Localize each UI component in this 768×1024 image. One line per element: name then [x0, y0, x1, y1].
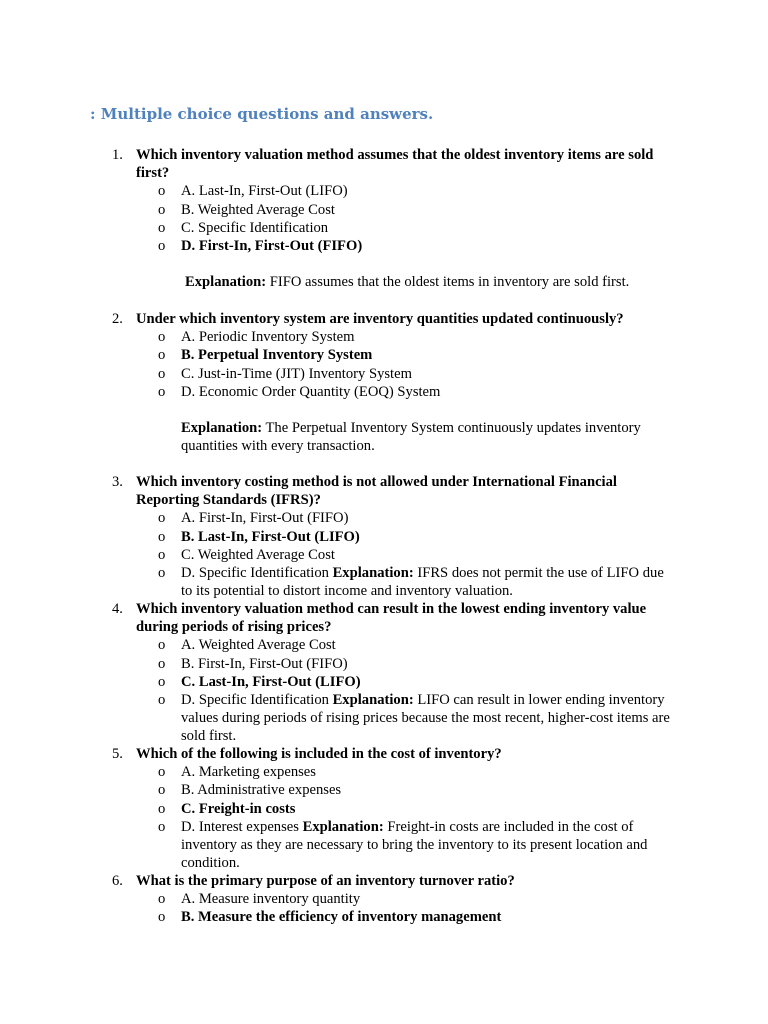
option-b [112, 655, 672, 673]
bullet-icon: o [158, 546, 166, 563]
bullet-icon: o [158, 238, 166, 255]
bullet-icon: o [158, 219, 166, 236]
option-label: B. Measure the efficiency of inventory management [181, 909, 502, 926]
question-5 [112, 745, 672, 872]
option-label: D. First-In, First-Out (FIFO) [181, 238, 363, 255]
option-a [112, 636, 672, 654]
option-a [112, 328, 672, 346]
option-label: D. Economic Order Quantity (EOQ) System [181, 383, 441, 400]
option-c-correct [112, 800, 672, 818]
option-b-correct [112, 908, 672, 926]
option-label: B. Last-In, First-Out (LIFO) [181, 528, 360, 545]
bullet-icon: o [158, 528, 166, 545]
option-list [112, 636, 672, 745]
explanation-label: Explanation: [181, 420, 263, 437]
option-a [112, 509, 672, 527]
option-label: A. Last-In, First-Out (LIFO) [181, 183, 348, 200]
option-list [112, 890, 672, 926]
question-text: Which of the following is included in the cost of inventory? [136, 746, 502, 762]
option-b-correct [112, 346, 672, 364]
question-number: 2. [112, 311, 123, 327]
option-list [112, 763, 672, 872]
page-heading: : Multiple choice questions and answers. [90, 105, 434, 123]
explanation-text: FIFO assumes that the oldest items in inventory are sold first. [269, 274, 630, 291]
option-label: D. Specific Identification [181, 692, 329, 709]
bullet-icon: o [158, 383, 166, 400]
option-label: D. Specific Identification [181, 565, 329, 582]
bullet-icon: o [158, 347, 166, 364]
bullet-icon: o [158, 183, 166, 200]
option-label: B. Perpetual Inventory System [181, 347, 373, 364]
option-label: A. Weighted Average Cost [181, 637, 336, 654]
explanation-text: IFRS does not permit the use of LIFO due to its potential to distort income and inventory valuation. [181, 565, 664, 600]
option-label: D. Interest expenses [181, 818, 299, 835]
question-number: 6. [112, 873, 123, 889]
option-c-correct [112, 673, 672, 691]
option-label: B. Administrative expenses [181, 782, 342, 799]
option-b [112, 201, 672, 219]
question-number: 1. [112, 147, 123, 163]
option-label: B. Weighted Average Cost [181, 201, 335, 218]
option-c [112, 546, 672, 564]
question-text: Which inventory valuation method assumes that the oldest inventory items are sold first? [136, 147, 654, 182]
option-label: A. First-In, First-Out (FIFO) [181, 510, 349, 527]
bullet-icon: o [158, 692, 166, 709]
explanation [181, 419, 672, 455]
question-number: 3. [112, 474, 123, 490]
option-d [112, 564, 672, 600]
bullet-icon: o [158, 637, 166, 654]
bullet-icon: o [158, 909, 166, 926]
question-number: 5. [112, 746, 123, 762]
option-label: C. Specific Identification [181, 219, 329, 236]
option-a [112, 763, 672, 781]
explanation-label: Explanation: [302, 818, 384, 835]
question-6 [112, 872, 672, 927]
option-d-correct [112, 237, 672, 255]
bullet-icon: o [158, 818, 166, 835]
explanation-label: Explanation: [332, 692, 414, 709]
option-label: A. Periodic Inventory System [181, 329, 355, 346]
option-label: A. Marketing expenses [181, 764, 316, 781]
option-list [112, 509, 672, 600]
bullet-icon: o [158, 365, 166, 382]
explanation-label: Explanation: [332, 565, 414, 582]
explanation-label: Explanation: [185, 274, 267, 291]
question-3 [112, 473, 672, 600]
option-label: A. Measure inventory quantity [181, 891, 361, 908]
option-label: C. Weighted Average Cost [181, 546, 335, 563]
bullet-icon: o [158, 510, 166, 527]
question-1 [112, 146, 672, 309]
question-4 [112, 600, 672, 746]
option-label: B. First-In, First-Out (FIFO) [181, 655, 348, 672]
option-d [112, 818, 672, 873]
bullet-icon: o [158, 673, 166, 690]
option-list [112, 182, 672, 255]
explanation-text: The Perpetual Inventory System continuously updates inventory quantities with every transaction. [181, 420, 641, 455]
question-2 [112, 310, 672, 473]
bullet-icon: o [158, 655, 166, 672]
question-text: Which inventory valuation method can result in the lowest ending inventory value during periods of rising prices? [136, 601, 647, 636]
explanation-text: Freight-in costs are included in the cost of inventory as they are necessary to bring the inventory to its present location and condition. [181, 818, 648, 872]
bullet-icon: o [158, 782, 166, 799]
explanation [185, 273, 672, 291]
option-a [112, 182, 672, 200]
option-label: C. Last-In, First-Out (LIFO) [181, 673, 361, 690]
question-text: Under which inventory system are inventory quantities updated continuously? [136, 311, 624, 327]
bullet-icon: o [158, 764, 166, 781]
question-text: What is the primary purpose of an inventory turnover ratio? [136, 873, 515, 889]
option-b [112, 781, 672, 799]
option-label: C. Just-in-Time (JIT) Inventory System [181, 365, 412, 382]
option-c [112, 365, 672, 383]
option-c [112, 219, 672, 237]
bullet-icon: o [158, 329, 166, 346]
bullet-icon: o [158, 565, 166, 582]
question-number: 4. [112, 601, 123, 617]
explanation-text: LIFO can result in lower ending inventory values during periods of rising prices because the most recent, higher-cost items are sold first. [181, 692, 670, 745]
option-b-correct [112, 528, 672, 546]
bullet-icon: o [158, 201, 166, 218]
option-d [112, 383, 672, 401]
question-text: Which inventory costing method is not allowed under International Financial Reporting Standards (IFRS)? [136, 474, 617, 509]
option-list [112, 328, 672, 401]
bullet-icon: o [158, 800, 166, 817]
option-a [112, 890, 672, 908]
option-label: C. Freight-in costs [181, 800, 296, 817]
option-d [112, 691, 672, 746]
bullet-icon: o [158, 891, 166, 908]
